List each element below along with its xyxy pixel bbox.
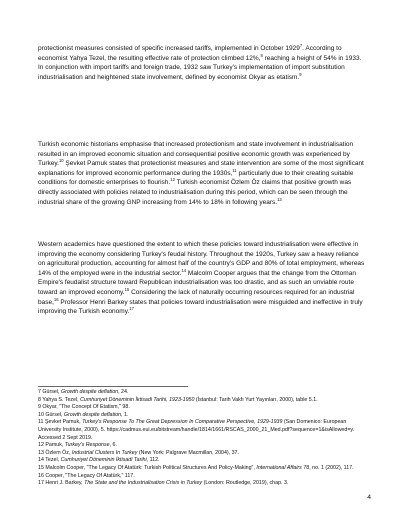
footnote-item [38,473,368,481]
italic-title: Cumhuriyet Döneminin İktisadi Tarihi [60,457,147,464]
text-run: Considering the lack of naturally occurring resources required for an industrial base, [38,288,355,306]
text-run: particularly due to their creating suitable conditions for domestic enterprises to flourish. [38,169,354,187]
footnote-text: (New York: Palgrave Macmillan, 2004), 37. [137,449,239,456]
body-paragraph-3 [38,240,366,317]
footnote-text: , 1. [121,411,129,418]
footnote-item [38,465,368,473]
footnotes [38,389,368,488]
text-run: Turkish economist Özlem Öz claims that positive growth was directly associated with policies related to industrialisation during this period, which can be seen through the industrial share of the growing GNP increasing from 14% to 18% in following years. [38,179,352,206]
footnote-text: 7 Gürsel, [38,389,61,395]
text-run: Professor Henri Barkey states that policies toward industrialisation were misguided and ineffective in truly improving the Turkish economy. [38,298,363,316]
footnote-text: 16 Cooper, "The Legacy Of Atatürk," 117. [38,472,135,479]
footnote-text: (San Domenico: European University Institute, 2000), 5. https://cadmus.eui.eu/bitstream/handle/1814/1661/RSCAS_2000_21_Med.pdf?sequence=1&isAllowed=y. Accessed 2 Sept 2019. [38,419,355,441]
italic-title: Growth despite deflation [63,411,122,418]
footnote-ref: 13 [277,196,282,202]
footnote-ref: 11 [232,167,237,173]
footnote-item [38,397,368,405]
footnote-ref: 16 [53,296,59,302]
footnote-text: 8 Yahya S. Tezel, [38,396,81,403]
footnote-item [38,419,368,442]
body-paragraph-2 [38,140,366,207]
footnote-text: 10 Gürsel, [38,411,64,418]
text-run: protectionist measures consisted of specific increased tariffs, implemented in October 1929 [38,45,300,52]
paragraph-text [38,44,366,82]
italic-title: The State and the Industrialisation Crisis in Turkey [84,480,203,487]
footnote-item [38,480,368,488]
footnote-text: (London: Routledge, 2019), chap. 3. [202,480,289,487]
footnote-text: 12 Pamuk, [38,442,65,449]
footnote-ref: 8 [260,52,263,58]
paragraph-text [38,240,366,317]
page-number: 4 [367,494,371,501]
text-run: . According to economist Yahya Tezel, the resulting effective rate of protection climbed 12%, [38,45,342,62]
footnote-item [38,389,368,397]
italic-title: Growth despite deflation [60,389,119,395]
footnote-item [38,457,368,465]
italic-title: Industrial Clusters In Turkey [71,449,138,456]
footnote-text: 13 Özlem Öz, [38,449,72,456]
text-run: Malcolm Cooper argues that the change from the Ottoman Empire's feudalist structure toward Republican industrialisation was too drastic, and as such an unviable route toward an improved economy. [38,269,356,296]
footnote-text: , 6. [109,442,117,449]
footnote-ref: 15 [124,286,130,292]
footnote-text: (İstanbul: Tarih Vakfı Yurt Yayınları, 2000), table 5.1. [194,396,318,403]
italic-title: International Affairs [256,464,302,471]
body-paragraph-1 [38,44,366,82]
footnote-text: 15 Malcolm Cooper, "The Legacy Of Atatürk: Turkish Political Structures And Policy-Making", [38,464,257,471]
footnote-ref: 10 [58,158,64,164]
footnote-item [38,404,368,412]
footnote-item [38,412,368,420]
footnote-ref: 7 [299,42,303,48]
footnote-text: 14 Tezel, [38,457,61,464]
text-run: Western academics have questioned the extent to which these policies toward industrialisation were effective in improving the economy considering Turkey's feudal history. Throughout the 1920s, Turkey saw a heavy reliance on agricultural production, accounting for almost half of the country's GDP and 80% of total employment, whereas 14% of the employed were in the industrial sector. [38,241,365,277]
paragraph-text [38,140,366,207]
footnote-ref: 17 [129,306,134,311]
footnote-text: 11 Şevket Pamuk, [38,419,83,426]
footnote-ref: 14 [181,267,187,273]
italic-title: Cumhuriyet Döneminin İktisadi Tarihi, 1923-1950 [80,396,195,403]
text-run: reaching a height of 54% in 1933. In conjunction with import tariffs and foreign trade, 1932 saw Turkey's implementation of import substitution industrialisation and heightened state involvement, defined by economist Okyar as etatism. [38,54,362,81]
italic-title: Turkey's Response To The Great Depression In Comparative Perspective, 1929-1939 [82,419,283,426]
italic-title: Turkey's Response [64,442,110,449]
footnote-divider [38,386,188,387]
footnote-ref: 9 [299,71,302,77]
footnote-ref: 12 [170,177,175,183]
footnote-text: 17 Henri J. Barkey, [38,480,85,487]
text-run: Şevket Pamuk states that protectionist measures and state intervention are some of the most significant explanations for improved economic performance during the 1930s, [38,160,364,177]
footnote-text: 78, no. 1 (2002), 117. [301,464,354,471]
footnote-text: , 24. [118,389,129,395]
footnote-text: 9 Okyar, "The Concept Of Etatism," 98. [38,404,130,411]
text-run: Turkish economic historians emphasise that increased protectionism and state involvement in industrialisation resulted in an improved economic situation and consequential positive economic growth was experienced by Turkey. [38,141,354,168]
footnote-text: , 112. [146,457,160,464]
footnote-item [38,442,368,450]
